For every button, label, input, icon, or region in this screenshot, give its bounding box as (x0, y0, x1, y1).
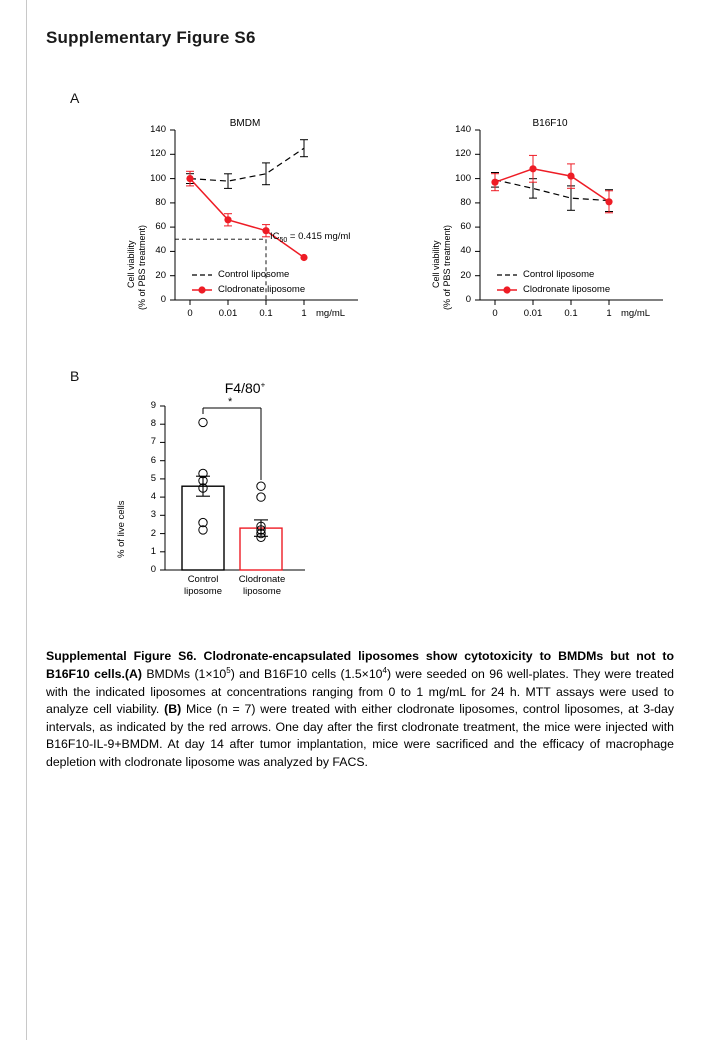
x-axis-unit-bmdm: mg/mL (316, 308, 346, 319)
y-axis-label-bmdm-line2: (% of PBS treatment) (137, 224, 147, 310)
y-tick-f4-1: 1 (150, 545, 156, 557)
y-tick-b16f10-40: 40 (460, 245, 471, 257)
y-tick-f4-9: 9 (150, 400, 156, 411)
y-tick-b16f10-60: 60 (460, 221, 471, 233)
x-axis-unit-b16f10: mg/mL (621, 308, 651, 319)
x-tick-bmdm-001: 0.01 (218, 308, 238, 319)
x-tick-f4-control-line1: Control (187, 574, 219, 585)
chart-bmdm-viability (120, 118, 370, 338)
y-tick-f4-3: 3 (150, 509, 156, 521)
x-tick-b16f10-1: 1 (606, 308, 612, 319)
y-tick-f4-5: 5 (150, 472, 156, 484)
significance-marker: * (228, 396, 233, 408)
caption-bold-lead: Supplemental Figure S6. Clodronate-encapsulated liposomes show cytotoxicity to BMDMs but not to B16F10 cells. (46, 649, 674, 682)
x-tick-f4-clodronate-line1: Clodronate (238, 574, 286, 585)
chart-title-b16f10: B16F10 (532, 118, 568, 129)
y-tick-f4-0: 0 (150, 564, 156, 575)
y-tick-f4-8: 8 (150, 418, 156, 430)
chart-title-f4-80: F4/80+ (224, 380, 266, 396)
ic50-annotation-bmdm: $IC_{50} = 0.415$ mg/ml (270, 231, 351, 244)
legend-b16f10-control: Control liposome (523, 269, 595, 280)
chart-f4-80-positive (110, 380, 340, 615)
y-tick-bmdm-80: 80 (155, 196, 166, 208)
y-axis-label-f4-80: % of live cells (116, 500, 127, 558)
figure-caption (46, 648, 674, 771)
legend-b16f10-clodronate: Clodronate liposome (523, 284, 611, 295)
y-axis-label-b16f10-line2: (% of PBS treatment) (442, 224, 452, 310)
chart-title-bmdm: BMDM (229, 118, 261, 129)
y-tick-bmdm-100: 100 (150, 172, 166, 184)
y-tick-bmdm-60: 60 (155, 221, 166, 233)
y-tick-b16f10-80: 80 (460, 196, 471, 208)
x-tick-bmdm-0: 0 (187, 308, 193, 319)
caption-sup-2: 4 (382, 666, 387, 676)
panel-a-letter: A (70, 90, 80, 106)
caption-part-a-text-2: ) and B16F10 cells (1.5×10 (230, 667, 383, 682)
y-tick-f4-7: 7 (150, 436, 156, 448)
y-tick-b16f10-0: 0 (465, 294, 471, 305)
y-tick-b16f10-20: 20 (460, 269, 471, 281)
y-tick-bmdm-140: 140 (150, 124, 166, 135)
y-tick-f4-6: 6 (150, 454, 156, 466)
caption-part-a-text-3: ) were seeded on 96 well-plates. They were treated with the indicated liposomes at concentrations ranging from 0 to 1 mg/mL for 24 h. MTT assays were used to analyze cell viability. (46, 667, 674, 717)
caption-part-b-text: Mice (n = 7) were treated with either clodronate liposomes, control liposomes, at 3-day intervals, as indicated by the red arrows. One day after the first clodronate treatment, the mice were injected with B16F10-IL-9+BMDM. At day 14 after tumor implantation, mice were sacrificed and the efficacy of macrophage depletion with clodronate liposome was analyzed by FACS. (46, 702, 674, 769)
caption-sup-1: 5 (226, 666, 231, 676)
y-tick-bmdm-40: 40 (155, 245, 166, 257)
x-tick-f4-control-line2: liposome (183, 586, 223, 597)
legend-bmdm-clodronate: Clodronate liposome (218, 284, 306, 295)
page-title: Supplementary Figure S6 (46, 28, 256, 47)
y-tick-bmdm-120: 120 (150, 148, 166, 160)
y-tick-f4-4: 4 (150, 491, 156, 503)
y-tick-b16f10-100: 100 (455, 172, 471, 184)
y-axis-label-bmdm-line1: Cell viability (126, 240, 136, 288)
chart-b16f10-viability (425, 118, 675, 338)
panel-b-letter: B (70, 368, 80, 384)
y-tick-b16f10-140: 140 (455, 124, 471, 135)
caption-part-a-text-1: BMDMs (1×10 (141, 667, 227, 682)
y-tick-bmdm-0: 0 (160, 294, 166, 305)
y-tick-b16f10-120: 120 (455, 148, 471, 160)
y-axis-label-b16f10-line1: Cell viability (431, 240, 441, 288)
y-tick-bmdm-20: 20 (155, 269, 166, 281)
x-tick-bmdm-1: 1 (301, 308, 307, 319)
caption-part-a-label: (A) (124, 667, 142, 682)
legend-bmdm-control: Control liposome (218, 269, 290, 280)
x-tick-f4-clodronate-line2: liposome (242, 586, 282, 597)
x-tick-b16f10-0: 0 (492, 308, 498, 319)
x-tick-bmdm-01: 0.1 (259, 308, 273, 319)
x-tick-b16f10-01: 0.1 (564, 308, 578, 319)
caption-part-b-label: (B) (164, 702, 182, 717)
page-left-rule (26, 0, 27, 1040)
y-tick-f4-2: 2 (150, 527, 156, 539)
x-tick-b16f10-001: 0.01 (523, 308, 543, 319)
